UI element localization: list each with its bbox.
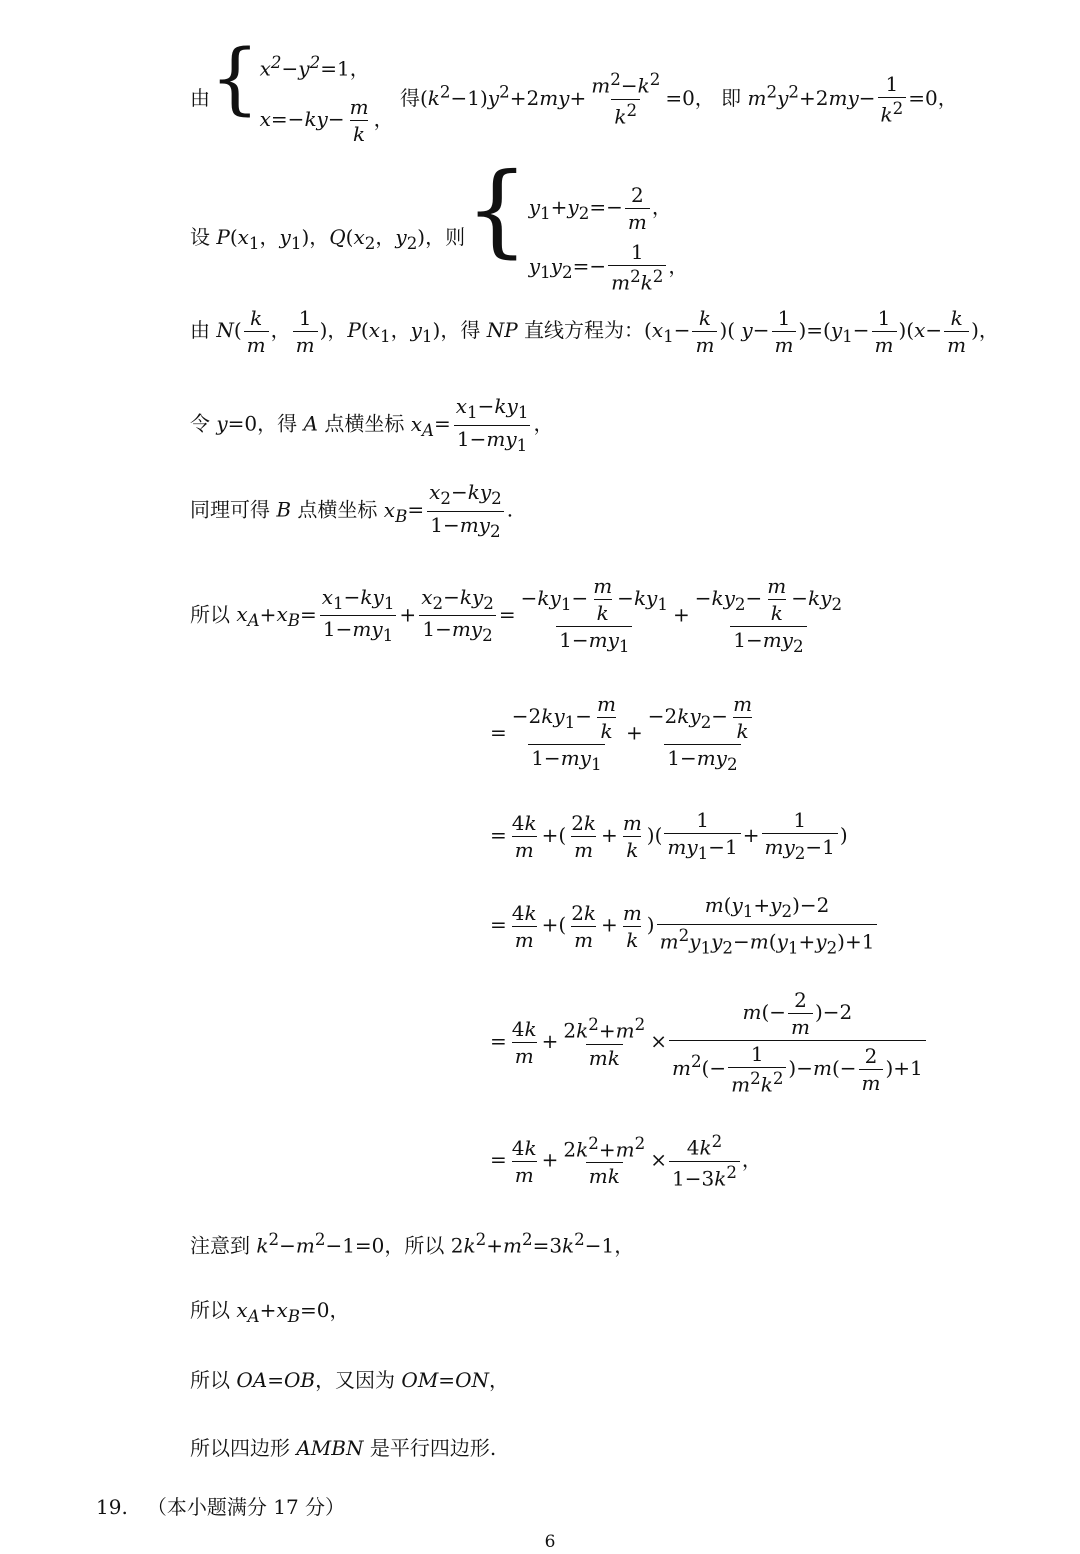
line-sum2: = $-2ky_1-$ $\frac{m}{k}$ $1-my_1$ + $-2ky_2-$ $\frac{m}{k}$ $1-my_2$	[490, 692, 753, 774]
page-number: 6	[544, 1532, 556, 1552]
line-sum1: 所以 $x_A+x_B=$ $\frac{x_1-ky_1}{1-my_1}$ + $\frac{x_2-ky_2}{1-my_2}$ = $-ky_1-$ $\frac{m}{k}$ $-ky_1$ $1-my_1$ + $-ky_2-$ $\frac{m}{k}$ $-ky_2$ $1-my_2$	[190, 574, 843, 656]
line-points: 设 $P(x_1$，$y_1$)，$Q(x_2$，$y_2$)，则{ $y_1+y_2=-$ $\frac{2}{m}$ ， $y_1y_2=-$ $\frac{1}{m^2k^2}$ ，	[190, 151, 689, 295]
line-note: 注意到 $k^2-m^2-1=0$，所以 $2k^2+m^2=3k^2-1$，	[190, 1230, 635, 1258]
line-equal: 所以 OA=OB，又因为 OM=ON，	[190, 1368, 509, 1392]
question-19-header: 19. （本小题满分 17 分）	[96, 1495, 346, 1519]
line-sum5: = $\frac{4k}{m}$ + $\frac{2k^2+m^2}{mk}$ × m(− $\frac{2}{m}$ )−2 $m^2(-$ $\frac{1}{m^2k^2}$ )−m(− $\frac{2}{m}$ )+1	[490, 990, 928, 1095]
line-zero: 所以 $x_A+x_B=0$，	[190, 1298, 350, 1326]
line-sum3: = $\frac{4k}{m}$ +( $\frac{2k}{m}$ + $\frac{m}{k}$ )( $\frac{1}{my_1-1}$ + $\frac{1}{my_2-1}$ )	[490, 808, 848, 863]
line-xb: 同理可得 B 点横坐标 $x_B=$ $\frac{x_2-ky_2}{1-my_2}$ .	[190, 480, 514, 541]
line-system: 由{ $x^2-y^2=1$， x=−ky− $\frac{m}{k}$ ， 得$(k^2-1)y^2+2my+$ $\frac{m^2-k^2}{k^2}$ =0， 即 $m^2y^2+2my-$ $\frac{1}{k^2}$ =0，	[190, 34, 958, 146]
line-sum4: = $\frac{4k}{m}$ +( $\frac{2k}{m}$ + $\frac{m}{k}$ ) $\frac{m(y_1+y_2)-2}{m^2y_1y_2-m(y_1+y_2)+1}$	[490, 895, 879, 957]
line-conclusion: 所以四边形 AMBN 是平行四边形.	[190, 1436, 497, 1460]
line-xa: 令 y=0，得 A 点横坐标 $x_A=$ $\frac{x_1-ky_1}{1-my_1}$ ，	[190, 394, 554, 455]
line-sum6: = $\frac{4k}{m}$ + $\frac{2k^2+m^2}{mk}$ × $\frac{4k^2}{1-3k^2}$ ，	[490, 1132, 762, 1191]
line-np: 由 N( $\frac{k}{m}$ ， $\frac{1}{m}$ )，$P(x_1$，$y_1$)，得 NP 直线方程为：($x_1-$ $\frac{k}{m}$ )( y− $\frac{1}{m}$ )$=(y_1-$ $\frac{1}{m}$ )(x− $\frac{k}{m}$ )，	[190, 306, 999, 357]
